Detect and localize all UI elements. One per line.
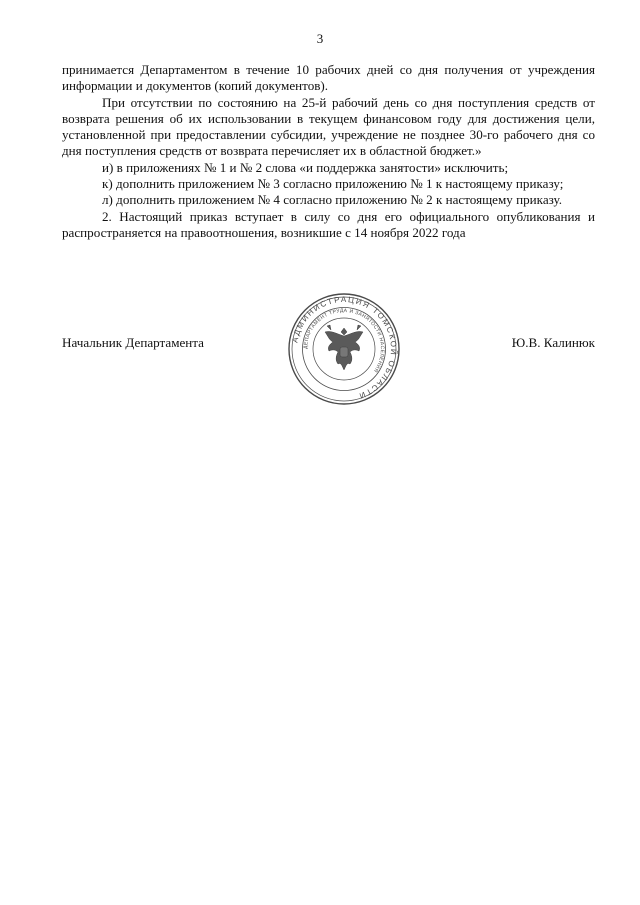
paragraph-return-funds: При отсутствии по состоянию на 25-й рабочий день со дня поступления средств от возврата решения об их использовании в текущем финансовом году для достижения цели, установленной при предоставлении субсидии, учреждение не позднее 30-го рабочего дня со дня поступления средств от возврата перечисляет их в областной бюджет.» — [62, 94, 595, 159]
paragraph-effective-date: 2. Настоящий приказ вступает в силу со дня его официального опубликования и распространяется на правоотношения, возникшие с 14 ноября 2022 года — [62, 208, 595, 240]
paragraph-item-l: л) дополнить приложением № 4 согласно приложению № 2 к настоящему приказу. — [102, 192, 563, 208]
seal-inner-text: ДЕПАРТАМЕНТ ТРУДА И ЗАНЯТОСТИ НАСЕЛЕНИЯ — [302, 307, 386, 374]
page-number: 3 — [316, 31, 324, 46]
signer-name: Ю.В. Калинюк — [511, 335, 595, 350]
paragraph-item-i: и) в приложениях № 1 и № 2 слова «и поддержка занятости» исключить; — [102, 159, 509, 175]
seal-outer-text: АДМИНИСТРАЦИЯ ТОМСКОЙ ОБЛАСТИ — [290, 294, 399, 401]
paragraph-continuation: принимается Департаментом в течение 10 рабочих дней со дня получения от учреждения информации и документов (копий документов). — [62, 62, 595, 94]
document-body — [62, 62, 595, 241]
paragraph-item-k: к) дополнить приложением № 3 согласно приложению № 1 к настоящему приказу; — [102, 176, 564, 192]
signer-title: Начальник Департамента — [62, 335, 204, 350]
official-seal — [287, 292, 401, 406]
coat-of-arms-emblem — [325, 325, 363, 370]
